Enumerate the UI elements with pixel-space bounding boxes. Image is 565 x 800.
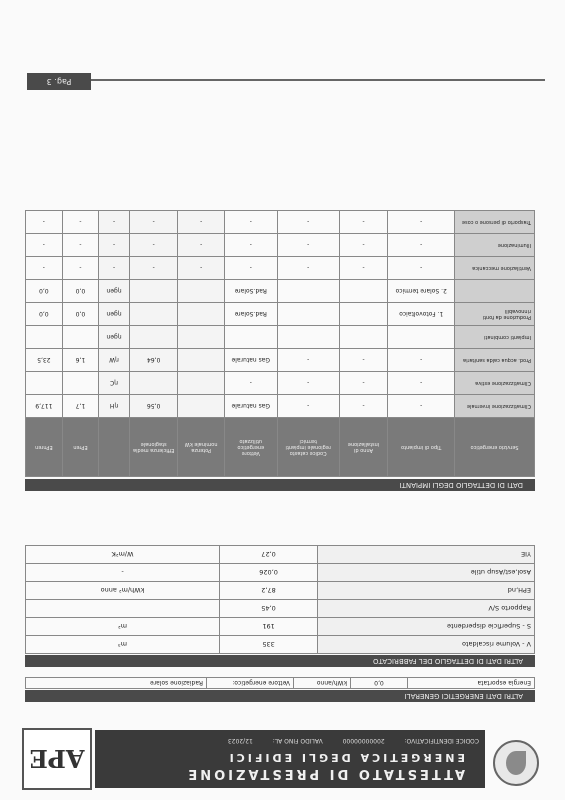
- plants-year: -: [339, 395, 388, 418]
- plants-code: -: [277, 211, 339, 234]
- plants-vector: -: [224, 234, 277, 257]
- fabric-label: V - Volume riscaldato: [318, 636, 535, 654]
- plants-row: [26, 395, 535, 418]
- page-rule: [90, 79, 545, 81]
- fabric-unit: -: [26, 564, 220, 582]
- plants-eff: [129, 280, 178, 303]
- plants-power: -: [178, 234, 224, 257]
- plants-power: [178, 280, 224, 303]
- fabric-label: EPH,nd: [318, 582, 535, 600]
- plants-code: [277, 280, 339, 303]
- plants-eta: ηgen: [99, 280, 130, 303]
- plants-service: Ventilazione meccanica: [455, 257, 535, 280]
- plants-epren: -: [62, 211, 99, 234]
- plants-row: [26, 257, 535, 280]
- code-value: 20000000000: [342, 737, 385, 744]
- plants-type: -: [388, 257, 455, 280]
- plants-code: -: [277, 234, 339, 257]
- vector-value: Radiazione solare: [26, 678, 207, 689]
- plants-type: [388, 326, 455, 349]
- plants-header-cell: Vettore energetico utilizzato: [224, 418, 277, 477]
- plants-epren: 1,6: [62, 349, 99, 372]
- plants-power: [178, 303, 224, 326]
- plants-header-cell: [99, 418, 130, 477]
- validity-label: VALIDO FINO AL:: [272, 737, 323, 744]
- plants-service: Impianti combinati: [455, 326, 535, 349]
- fabric-label: YIE: [318, 546, 535, 564]
- plants-eta: ηgen: [99, 303, 130, 326]
- plants-eta: -: [99, 211, 130, 234]
- plants-type: -: [388, 211, 455, 234]
- plants-vector: Rad.Solare: [224, 303, 277, 326]
- fabric-table: [25, 545, 535, 654]
- plants-header-cell: Potenza nominale kW: [178, 418, 224, 477]
- plants-row: [26, 211, 535, 234]
- fabric-row: [26, 582, 535, 600]
- fabric-label: Rapporto S/V: [318, 600, 535, 618]
- plants-epren: 0,0: [62, 280, 99, 303]
- plants-eta: -: [99, 234, 130, 257]
- plants-vector: Gas naturale: [224, 395, 277, 418]
- plants-epren: 1,7: [62, 395, 99, 418]
- plants-service: [455, 280, 535, 303]
- plants-eff: -: [129, 211, 178, 234]
- plants-header-cell: Efficienza media stagionale: [129, 418, 178, 477]
- plants-epnren: [26, 326, 63, 349]
- fabric-section-title: ALTRI DATI DI DETTAGLIO DEL FABBRICATO: [25, 655, 535, 667]
- plants-eff: 0,56: [129, 395, 178, 418]
- plants-epnren: 23,5: [26, 349, 63, 372]
- plants-epnren: -: [26, 234, 63, 257]
- plants-header-cell: Tipo di impianto: [388, 418, 455, 477]
- fabric-unit: m²: [26, 618, 220, 636]
- plants-eff: [129, 326, 178, 349]
- plants-year: -: [339, 349, 388, 372]
- plants-type: -: [388, 234, 455, 257]
- plants-power: [178, 372, 224, 395]
- fabric-unit: kWh/m² anno: [26, 582, 220, 600]
- plants-power: -: [178, 257, 224, 280]
- plants-service: Trasporto di persone o cose: [455, 211, 535, 234]
- plants-epren: -: [62, 234, 99, 257]
- title-line-2: ENERGETICA DEGLI EDIFICI: [226, 751, 465, 764]
- plants-epnren: 117,9: [26, 395, 63, 418]
- plants-row: [26, 303, 535, 326]
- plants-service: Climatizzazione invernale: [455, 395, 535, 418]
- plants-eta: ηC: [99, 372, 130, 395]
- plants-header-cell: EPren: [62, 418, 99, 477]
- plants-eta: ηH: [99, 395, 130, 418]
- plants-eff: [129, 372, 178, 395]
- plants-eff: [129, 303, 178, 326]
- energy-value: 0,0: [351, 678, 408, 689]
- plants-service: Produzione da fonti rinnovabili: [455, 303, 535, 326]
- plants-type: 2. Solare termico: [388, 280, 455, 303]
- fabric-row: [26, 564, 535, 582]
- plants-epren: -: [62, 257, 99, 280]
- plants-epnren: -: [26, 257, 63, 280]
- page-number: Pag. 3: [27, 73, 91, 90]
- plants-power: -: [178, 211, 224, 234]
- plants-eff: -: [129, 234, 178, 257]
- code-line: [99, 737, 479, 744]
- fabric-row: [26, 618, 535, 636]
- plants-power: [178, 349, 224, 372]
- plants-service: Prod. acqua calda sanitaria: [455, 349, 535, 372]
- plants-year: -: [339, 372, 388, 395]
- title-line-1: ATTESTATO DI PRESTAZIONE: [185, 766, 465, 781]
- fabric-row: [26, 546, 535, 564]
- plants-epren: [62, 372, 99, 395]
- plants-eff: 0,64: [129, 349, 178, 372]
- plants-vector: -: [224, 372, 277, 395]
- fabric-unit: [26, 600, 220, 618]
- fabric-row: [26, 636, 535, 654]
- code-label: CODICE IDENTIFICATIVO:: [404, 737, 479, 744]
- plants-code: -: [277, 257, 339, 280]
- plants-service: Illuminazione: [455, 234, 535, 257]
- energy-logo-icon: [493, 740, 539, 786]
- plants-vector: Gas naturale: [224, 349, 277, 372]
- plants-row: [26, 349, 535, 372]
- plants-header-cell: Servizio energetico: [455, 418, 535, 477]
- plants-type: 1. Fotovoltaico: [388, 303, 455, 326]
- plants-epnren: 0,0: [26, 303, 63, 326]
- validity-value: 12/2023: [227, 737, 253, 744]
- fabric-value: 0,45: [220, 600, 318, 618]
- plants-vector: -: [224, 257, 277, 280]
- plants-type: -: [388, 349, 455, 372]
- plants-header-cell: Anno di installazione: [339, 418, 388, 477]
- plants-header-cell: Codice catasto regionale impianti termici: [277, 418, 339, 477]
- plants-code: -: [277, 395, 339, 418]
- plants-power: [178, 326, 224, 349]
- plants-code: [277, 326, 339, 349]
- plants-year: -: [339, 257, 388, 280]
- plants-service: Climatizzazione estiva: [455, 372, 535, 395]
- plants-epren: 0,0: [62, 303, 99, 326]
- plants-epnren: [26, 372, 63, 395]
- plants-row: [26, 280, 535, 303]
- plants-year: [339, 326, 388, 349]
- plants-table: [25, 210, 535, 477]
- plants-section-title: DATI DI DETTAGLIO DEGLI IMPIANTI: [25, 479, 535, 491]
- general-section-title: ALTRI DATI ENERGETICI GENERALI: [25, 690, 535, 702]
- plants-code: [277, 303, 339, 326]
- plants-eff: -: [129, 257, 178, 280]
- plants-vector: Rad.Solare: [224, 280, 277, 303]
- vector-label: Vettore energetico:: [207, 678, 294, 689]
- fabric-value: 87,2: [220, 582, 318, 600]
- fabric-row: [26, 600, 535, 618]
- energy-label: Energia esportata: [408, 678, 535, 689]
- fabric-unit: m³: [26, 636, 220, 654]
- general-table: [25, 677, 535, 689]
- plants-epren: [62, 326, 99, 349]
- plants-row: [26, 372, 535, 395]
- plants-epnren: -: [26, 211, 63, 234]
- document-header: [22, 716, 547, 792]
- plants-eta: ηgen: [99, 326, 130, 349]
- plants-year: -: [339, 211, 388, 234]
- plants-eta: -: [99, 257, 130, 280]
- plants-code: -: [277, 349, 339, 372]
- plants-power: [178, 395, 224, 418]
- plants-eta: ηW: [99, 349, 130, 372]
- plants-row: [26, 326, 535, 349]
- energy-unit: kWh/anno: [294, 678, 351, 689]
- plants-type: -: [388, 395, 455, 418]
- plants-year: -: [339, 234, 388, 257]
- fabric-label: S - Superficie disperdente: [318, 618, 535, 636]
- fabric-value: 0,026: [220, 564, 318, 582]
- title-band: [95, 730, 485, 788]
- plants-vector: -: [224, 211, 277, 234]
- fabric-label: Asol,est/Asup utile: [318, 564, 535, 582]
- fabric-value: 335: [220, 636, 318, 654]
- plants-header-row: [26, 418, 535, 477]
- plants-year: [339, 303, 388, 326]
- plants-type: -: [388, 372, 455, 395]
- fabric-unit: W/m²K: [26, 546, 220, 564]
- plants-row: [26, 234, 535, 257]
- plants-year: [339, 280, 388, 303]
- plants-epnren: 0,0: [26, 280, 63, 303]
- plants-vector: [224, 326, 277, 349]
- ape-badge: APE: [22, 728, 92, 790]
- plants-header-cell: EPnren: [26, 418, 63, 477]
- fabric-value: 0,27: [220, 546, 318, 564]
- plants-code: -: [277, 372, 339, 395]
- fabric-value: 191: [220, 618, 318, 636]
